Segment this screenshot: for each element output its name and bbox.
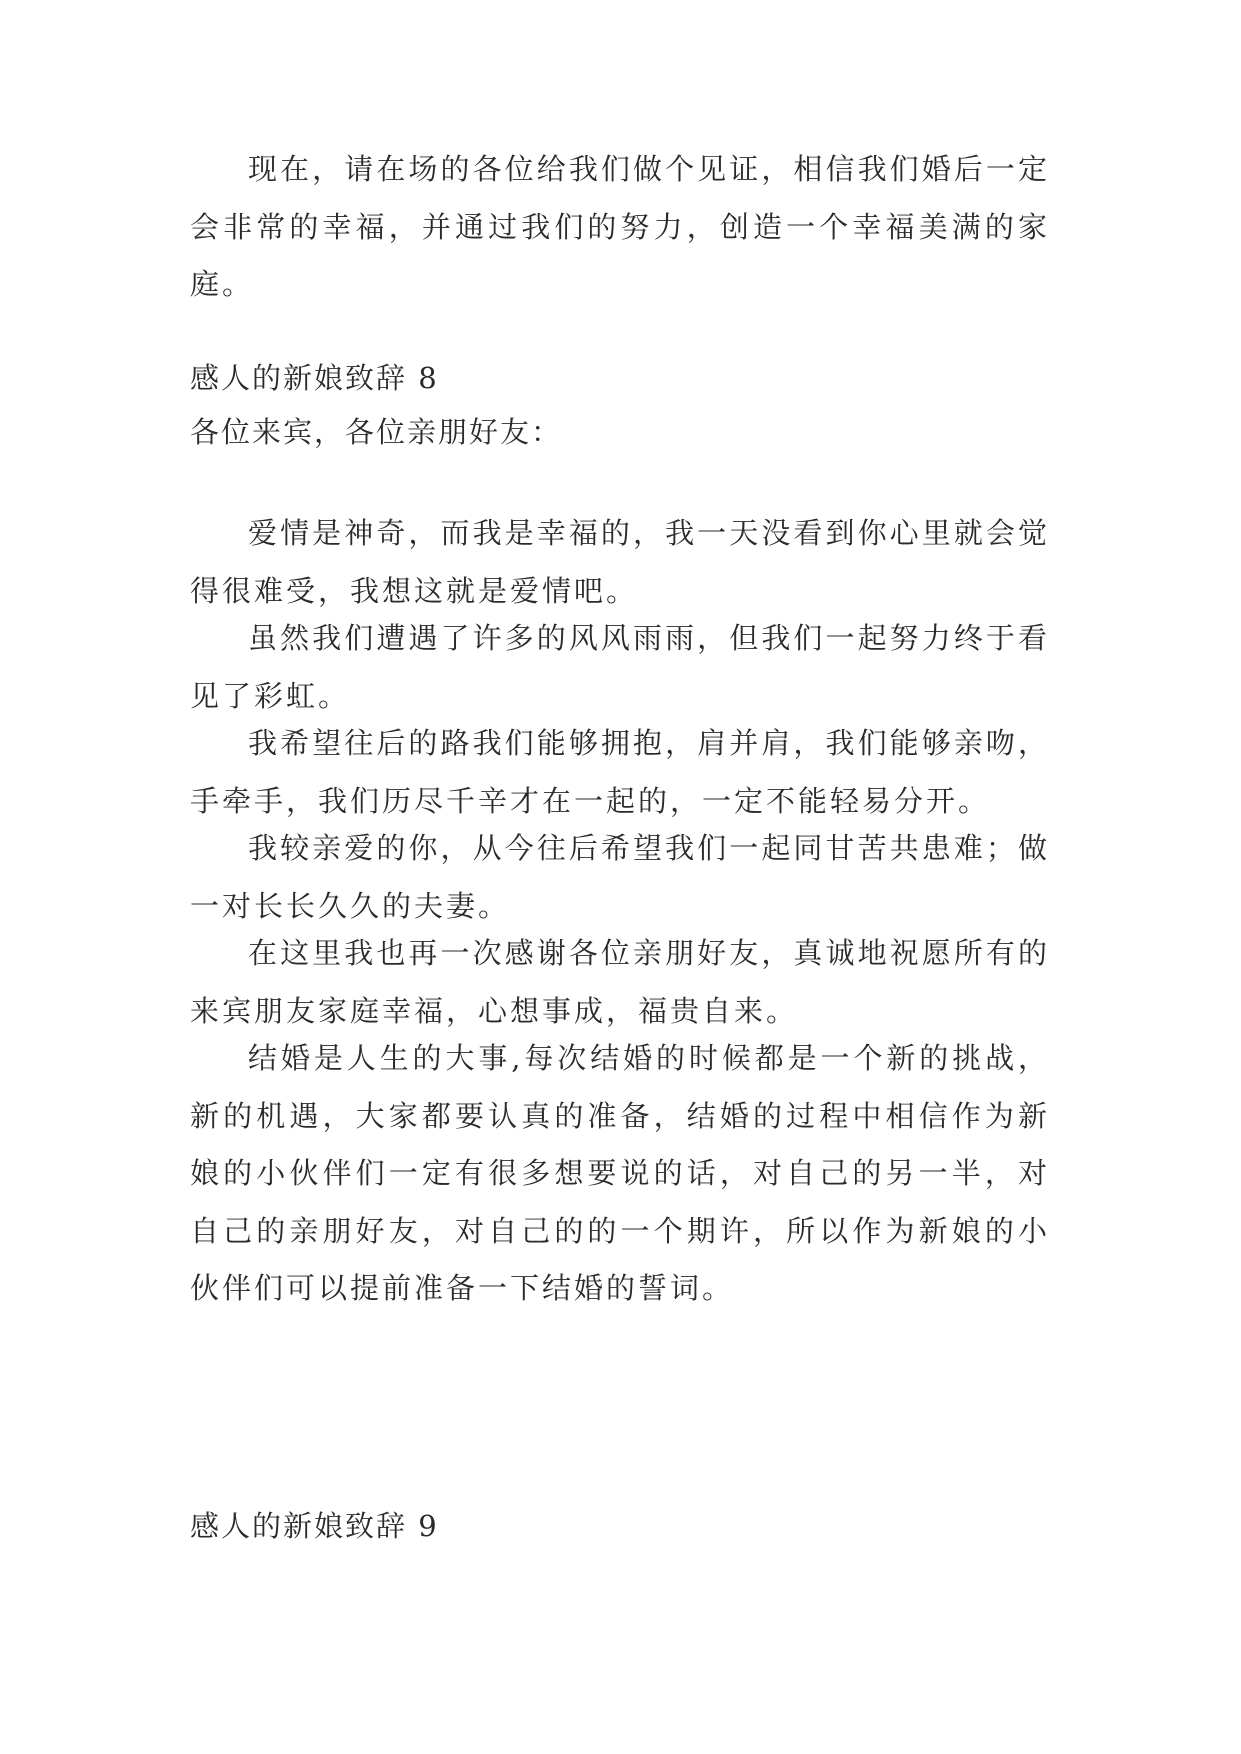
paragraph-rainbow: 虽然我们遭遇了许多的风风雨雨，但我们一起努力终于看见了彩虹。 <box>190 621 1050 713</box>
paragraph-wedding-vows: 结婚是人生的大事,每次结婚的时候都是一个新的挑战，新的机遇，大家都要认真的准备，结婚的过程中相信作为新娘的小伙伴们一定有很多想要说的话，对自己的另一半，对自己的亲朋好友，对自己的的一个期许，所以作为新娘的小伙伴们可以提前准备一下结婚的誓词。 <box>190 1041 1050 1305</box>
section-9-title: 感人的新娘致辞 9 <box>190 1509 439 1543</box>
paragraph-hope: 我希望往后的路我们能够拥抱，肩并肩，我们能够亲吻，手牵手，我们历尽千辛才在一起的，一定不能轻易分开。 <box>190 726 1050 818</box>
paragraph-thanks: 在这里我也再一次感谢各位亲朋好友，真诚地祝愿所有的来宾朋友家庭幸福，心想事成，福贵自来。 <box>190 936 1050 1028</box>
intro-paragraph: 现在，请在场的各位给我们做个见证，相信我们婚后一定会非常的幸福，并通过我们的努力，创造一个幸福美满的家庭。 <box>190 152 1050 301</box>
paragraph-love: 爱情是神奇，而我是幸福的，我一天没看到你心里就会觉得很难受，我想这就是爱情吧。 <box>190 516 1050 608</box>
section-8-title: 感人的新娘致辞 8 <box>190 361 439 395</box>
paragraph-dear-you: 我较亲爱的你，从今往后希望我们一起同甘苦共患难；做一对长长久久的夫妻。 <box>190 831 1050 923</box>
salutation: 各位来宾，各位亲朋好友： <box>190 415 563 449</box>
